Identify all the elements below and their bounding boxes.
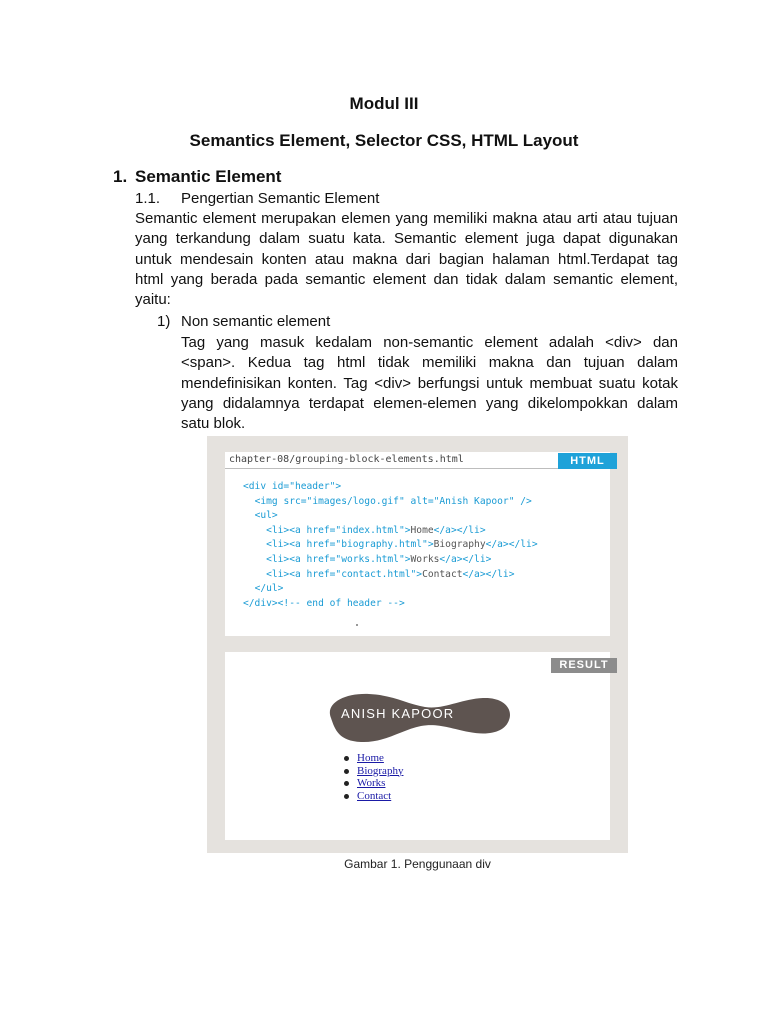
paragraph-line: Semantic element merupakan elemen yang memiliki makna atau arti atau tujuan: [135, 210, 678, 227]
code-token: <li><a href="works.html">: [266, 553, 411, 565]
code-line: <ul>: [254, 510, 278, 522]
paragraph-semantic-intro: [135, 209, 678, 310]
code-line: [266, 539, 537, 550]
link-contact[interactable]: Contact: [357, 789, 392, 802]
result-link-list: [343, 752, 403, 802]
stray-dot: [356, 624, 358, 626]
code-token: <li><a href="index.html">: [266, 524, 411, 536]
code-token: </a></li>: [485, 539, 538, 551]
paragraph-non-semantic: [181, 333, 678, 434]
subsection-heading: [135, 190, 379, 207]
section-title: Semantic Element: [135, 167, 282, 186]
list-item-heading: [157, 313, 330, 330]
figure-div-example: [207, 436, 628, 853]
list-item: [343, 752, 403, 765]
code-text: Biography: [433, 539, 486, 551]
anish-kapoor-logo: [321, 690, 513, 751]
module-title: Modul III: [349, 94, 419, 113]
paragraph-line: yaitu:: [135, 291, 171, 309]
code-line: [266, 525, 486, 536]
code-line: [266, 569, 514, 580]
code-token: </a></li>: [433, 524, 486, 536]
paragraph-line: untuk mendesain konten atau makna dari bagian halaman html.Terdapat tag: [135, 250, 678, 268]
code-filename: chapter-08/grouping-block-elements.html: [229, 454, 464, 465]
code-text: Works: [410, 553, 440, 565]
link-biography[interactable]: Biography: [357, 764, 404, 777]
figure-caption: Gambar 1. Penggunaan div: [344, 857, 491, 871]
subsection-title: Pengertian Semantic Element: [181, 190, 380, 207]
module-subtitle: Semantics Element, Selector CSS, HTML Layout: [189, 131, 579, 150]
code-text: Contact: [422, 568, 463, 580]
code-text: Home: [410, 524, 434, 536]
subsection-number: 1.1.: [135, 190, 161, 207]
code-panel: [225, 452, 610, 636]
list-item: [343, 765, 403, 778]
code-token: </a></li>: [439, 553, 492, 565]
list-item-number: 1): [157, 313, 171, 330]
code-line: </ul>: [254, 583, 284, 595]
result-panel: [225, 652, 610, 840]
paragraph-line: yang terkandung dalam suatu kata. Semantic element juga dapat digunakan: [135, 230, 678, 248]
code-token: </a></li>: [462, 568, 515, 580]
code-listing: [243, 480, 538, 611]
code-line: <img src="images/logo.gif" alt="Anish Kapoor" />: [254, 495, 532, 507]
code-token: <li><a href="biography.html">: [266, 539, 434, 551]
code-token: <li><a href="contact.html">: [266, 568, 423, 580]
code-line: </div><!-- end of header -->: [243, 597, 405, 609]
code-line: [266, 554, 491, 565]
html-label-badge: HTML: [558, 453, 617, 469]
paragraph-line: html yang berada pada semantic element dan tidak dalam semantic element,: [135, 270, 678, 288]
list-item-title: Non semantic element: [181, 313, 331, 330]
paragraph-line: <span>. Kedua tag html tidak memiliki makna dan tujuan dalam: [181, 354, 678, 372]
paragraph-line: satu blok.: [181, 415, 246, 433]
link-works[interactable]: Works: [357, 777, 386, 789]
link-home[interactable]: Home: [357, 752, 384, 764]
result-label-badge: RESULT: [551, 658, 617, 673]
list-item: [343, 777, 403, 790]
section-heading: [113, 167, 281, 187]
list-item: [343, 790, 403, 803]
logo-text: ANISH KAPOOR: [341, 706, 455, 721]
paragraph-line: yang didalamnya terdapat elemen-elemen yang dikelompokkan dalam: [181, 394, 678, 412]
code-line: <div id="header">: [243, 481, 342, 492]
paragraph-line: Tag yang masuk kedalam non-semantic element adalah <div> dan: [181, 334, 678, 351]
paragraph-line: mendefinisikan konten. Tag <div> berfungsi untuk membuat suatu kotak: [181, 374, 678, 392]
section-number: 1.: [113, 167, 128, 186]
code-file-header: [225, 452, 558, 469]
